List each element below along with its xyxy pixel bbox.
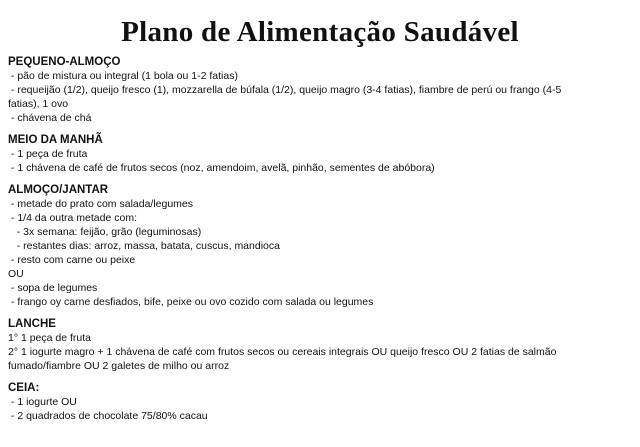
page-title: Plano de Alimentação Saudável — [121, 16, 519, 48]
section-heading: CEIA: — [8, 382, 40, 394]
list-item: OU — [8, 268, 24, 280]
section-heading: MEIO DA MANHÃ — [8, 134, 103, 146]
section-ceia — [8, 381, 632, 423]
list-item: - requeijão (1/2), queijo fresco (1), mozzarella de búfala (1/2), queijo magro (3-4 fatias), fiambre de perú ou frango (4-5 — [8, 84, 562, 96]
list-item: - metade do prato com salada/legumes — [8, 198, 194, 210]
list-item: 2° 1 iogurte magro + 1 chávena de café com frutos secos ou cereais integrais OU queijo fresco OU 2 fatias de salmão — [8, 346, 557, 358]
list-item: - 1/4 da outra metade com: — [8, 212, 137, 224]
list-item: - pão de mistura ou integral (1 bola ou 1-2 fatias) — [8, 70, 238, 82]
section-heading: PEQUENO-ALMOÇO — [8, 56, 121, 68]
list-item: - restantes dias: arroz, massa, batata, cuscus, mandioca — [8, 240, 280, 252]
section-almoco-jantar — [8, 183, 632, 309]
list-item: - 1 iogurte OU — [8, 396, 77, 408]
section-lanche — [8, 317, 632, 373]
section-heading: ALMOÇO/JANTAR — [8, 184, 109, 196]
section-heading: LANCHE — [8, 318, 56, 330]
list-item: - 1 chávena de café de frutos secos (noz, amendoim, avelã, pinhão, sementes de abóbora) — [8, 162, 435, 174]
list-item: - 3x semana: feijão, grão (leguminosas) — [8, 226, 202, 238]
section-meio-da-manha — [8, 133, 632, 175]
list-item: fatias), 1 ovo — [8, 98, 69, 110]
list-item: - 2 quadrados de chocolate 75/80% cacau — [8, 410, 208, 422]
list-item: fumado/fiambre OU 2 galetes de milho ou arroz — [8, 360, 230, 372]
list-item: - frango oy carne desfiados, bife, peixe ou ovo cozido com salada ou legumes — [8, 296, 374, 308]
list-item: - 1 peça de fruta — [8, 148, 88, 160]
list-item: - resto com carne ou peixe — [8, 254, 136, 266]
list-item: - chávena de chá — [8, 112, 92, 124]
list-item: 1° 1 peça de fruta — [8, 332, 92, 344]
section-pequeno-almoco — [8, 55, 632, 125]
list-item: - sopa de legumes — [8, 282, 98, 294]
